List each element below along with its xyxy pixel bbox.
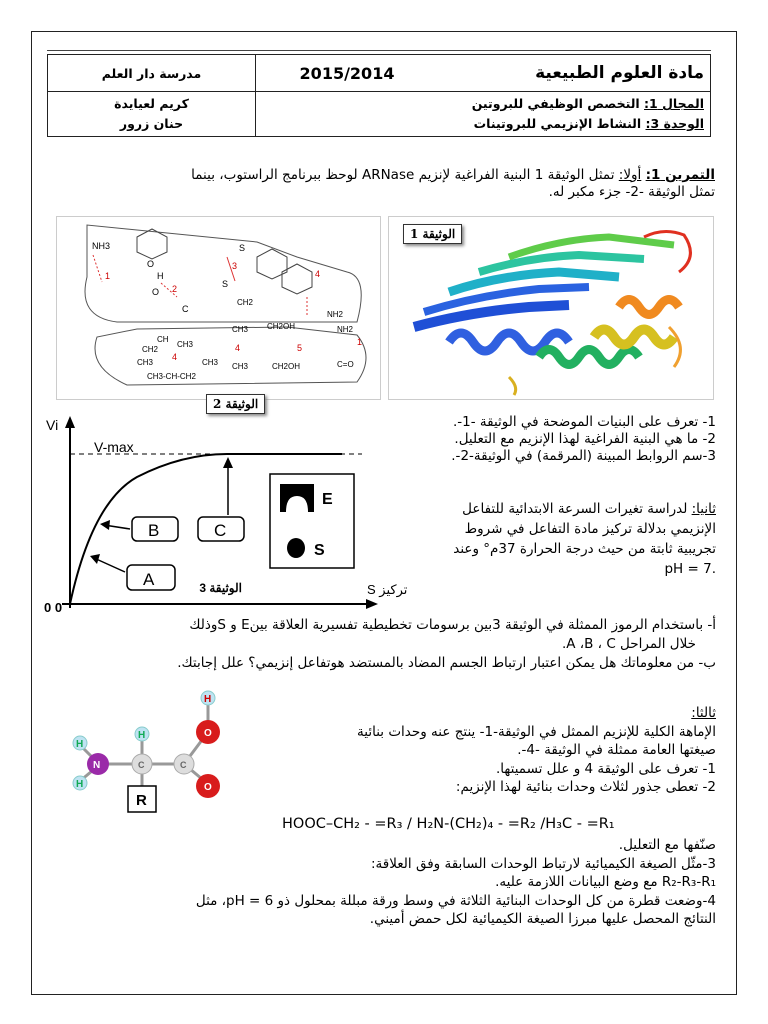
atom-label: C <box>138 760 145 770</box>
r-group-label: R <box>136 792 147 809</box>
part3-line-1: الإماهة الكلية للإنزيم الممثل في الوثيقة-1- ينتج عنه وحدات بنائية <box>357 723 716 740</box>
part3-text <box>260 704 716 797</box>
school-name: مدرسة دار العلم <box>48 55 256 92</box>
svg-text:NH2: NH2 <box>337 325 354 334</box>
part3-line-8: 4-وضعت قطرة من كل الوحدات البنائية الثلاثة في وسط ورقة مبللة بمحلول ذو pH = 6، مثل <box>195 892 716 909</box>
svg-text:CH2: CH2 <box>142 345 159 354</box>
y-axis-label: Vi <box>46 417 59 433</box>
part2-line-2: الإنزيمي بدلالة تركيز مادة التفاعل في شروط <box>464 521 716 537</box>
top-rule <box>47 50 711 51</box>
protein-ribbon <box>389 217 713 399</box>
amino-acid-structure <box>58 688 258 828</box>
svg-text:C: C <box>182 304 189 314</box>
svg-text:4: 4 <box>235 343 241 353</box>
stage-a-label: A <box>143 570 155 589</box>
bonds-diagram <box>57 217 380 399</box>
x-axis-arrow <box>366 599 378 609</box>
teacher-2: حنان زرور <box>119 116 184 131</box>
atom-label: N <box>93 760 101 771</box>
document-4-molecule <box>58 688 258 828</box>
atom-label: H <box>138 730 146 741</box>
svg-text:CH3: CH3 <box>202 358 219 367</box>
svg-text:O: O <box>152 287 160 297</box>
question-3: 3-سم الروابط المبينة (المرقمة) في الوثيقة-2-. <box>451 448 716 464</box>
svg-text:CH3: CH3 <box>232 325 249 334</box>
svg-text:CH3: CH3 <box>232 362 249 371</box>
part3-line-2: صيغتها العامة ممثلة في الوثيقة -4-. <box>517 742 716 758</box>
stage-b-arrowhead <box>100 520 110 530</box>
atom-label: O <box>204 782 212 793</box>
part2-questions <box>52 616 716 673</box>
vmax-label: V-max <box>94 439 134 455</box>
question-a-line-2: خلال المراحل A ،B ، C. <box>561 636 696 652</box>
part3-line-5: صنّفها مع التعليل. <box>618 837 716 853</box>
part2-text <box>386 499 716 579</box>
question-b: ب- من معلوماتك هل يمكن اعتبار ارتباط الجسم المضاد بالمستضد هوتفاعل إنزيمي؟ علل إجابتك. <box>177 655 716 671</box>
teacher-1: كريم لعيايدة <box>114 96 189 111</box>
part3-line-7: R₂-R₃-R₁ مع وضع البيانات اللازمة عليه. <box>495 874 716 890</box>
domain-line <box>262 94 704 114</box>
y-axis-arrow <box>65 416 75 428</box>
part2-label: ثانيا: <box>691 501 716 517</box>
svg-text:4: 4 <box>172 352 178 362</box>
question-a-line-1: أ- باستخدام الرموز الممثلة في الوثيقة 3بين برسومات تخطيطية تفسيرية العلاقة بينE و Sوذلك <box>189 617 716 633</box>
svg-text:S: S <box>222 279 229 289</box>
atom-label: H <box>76 779 84 790</box>
document-3-chart <box>42 412 408 615</box>
stage-a-arrow <box>94 558 125 572</box>
intro-text-1: تمثل الوثيقة 1 البنية الفراغية لإنزيم ARNase لوحظ ببرنامج الراستوب، بينما <box>191 167 619 183</box>
origin-label: 0 0 <box>44 600 63 615</box>
stage-a-arrowhead <box>90 554 100 564</box>
domain-label: المجال 1: <box>644 96 704 111</box>
kinetics-chart <box>42 412 408 615</box>
svg-text:3: 3 <box>232 261 238 271</box>
legend-s: S <box>314 542 325 559</box>
part2-text-1: لدراسة تغيرات السرعة الابتدائية للتفاعل <box>462 501 692 517</box>
svg-text:NH3: NH3 <box>92 241 111 251</box>
svg-text:O: O <box>147 259 155 269</box>
intro-line-1 <box>60 167 715 184</box>
domain-text: التخصص الوظيفي للبروتين <box>471 96 645 111</box>
svg-text:CH2OH: CH2OH <box>272 362 301 371</box>
document-2-figure <box>56 216 381 400</box>
svg-text:H: H <box>157 271 164 281</box>
svg-text:CH: CH <box>157 335 169 344</box>
svg-text:NH2: NH2 <box>327 310 344 319</box>
exercise-title: التمرين 1: <box>645 167 715 183</box>
unit-text: النشاط الإنزيمي للبروتينات <box>473 116 646 131</box>
radicals-formula: HOOC–CH₂ - =R₃ / H₂N-(CH₂)₄ - =R₂ /H₃C - =R₁ <box>282 816 615 832</box>
x-axis-label: تركيز S <box>367 582 408 597</box>
svg-text:CH2OH: CH2OH <box>267 322 296 331</box>
part3-label: ثالثا: <box>691 705 716 721</box>
svg-text:1: 1 <box>105 271 111 281</box>
svg-text:CH3: CH3 <box>137 358 154 367</box>
atom-label: H <box>204 694 212 705</box>
svg-text:CH2: CH2 <box>237 298 254 307</box>
atom-label: H <box>76 739 84 750</box>
svg-text:1: 1 <box>357 337 363 347</box>
svg-text:4: 4 <box>315 269 321 279</box>
svg-text:CH3: CH3 <box>177 340 194 349</box>
svg-text:2: 2 <box>172 284 178 294</box>
unit-line <box>262 114 704 134</box>
question-1: 1- تعرف على البنيات الموضحة في الوثيقة -1-. <box>452 414 716 430</box>
part3-line-6: 3-مثّل الصيغة الكيميائية لارتباط الوحدات السابقة وفق العلاقة: <box>370 855 716 872</box>
part2-line-1 <box>386 499 716 519</box>
part2-line-3: تجريبية ثابتة من حيث درجة الحرارة 37م° وعند <box>453 541 716 557</box>
teachers-cell <box>48 92 256 137</box>
part2-line-4: .7 = pH <box>664 561 716 577</box>
unit-label: الوحدة 3: <box>645 116 704 131</box>
part3-line-9: النتائج المحصل عليها مبرزا الصيغة الكيميائية لكل حمض أميني. <box>369 911 716 927</box>
exercise-intro <box>60 167 715 201</box>
atom-label: C <box>180 760 187 770</box>
stage-c-arrowhead <box>223 457 233 468</box>
stage-b-label: B <box>148 521 160 540</box>
document-1-label: الوثيقة 1 <box>403 224 462 244</box>
part1-questions <box>386 414 716 465</box>
stage-c-label: C <box>214 521 227 540</box>
legend-e: E <box>322 491 333 508</box>
svg-text:CH3-CH-CH2: CH3-CH-CH2 <box>147 372 196 381</box>
part3-more <box>60 836 716 929</box>
substrate-symbol <box>287 538 305 558</box>
svg-text:S: S <box>239 243 246 253</box>
part3-line-4: 2- تعطى جذور لثلاث وحدات بنائية لهذا الإنزيم: <box>455 779 716 795</box>
document-2-label: الوثيقة 2 <box>206 394 265 414</box>
domain-unit-cell <box>256 92 711 137</box>
svg-text:5: 5 <box>297 343 303 353</box>
intro-line-2: تمثل الوثيقة -2- جزء مكبر له. <box>548 184 715 200</box>
atom-label: O <box>204 728 212 739</box>
svg-text:C=O: C=O <box>337 360 354 369</box>
school-year: 2015/2014 <box>256 55 439 92</box>
header-table <box>47 54 711 137</box>
part1-label: أولا: <box>618 167 642 183</box>
question-2: 2- ما هي البنية الفراغية لهذا الإنزيم مع التعليل. <box>454 431 716 447</box>
part3-line-3: 1- تعرف على الوثيقة 4 و علل تسميتها. <box>496 760 716 777</box>
chart-title: الوثيقة 3 <box>199 581 242 595</box>
subject-title: مادة العلوم الطبيعية <box>438 55 711 92</box>
